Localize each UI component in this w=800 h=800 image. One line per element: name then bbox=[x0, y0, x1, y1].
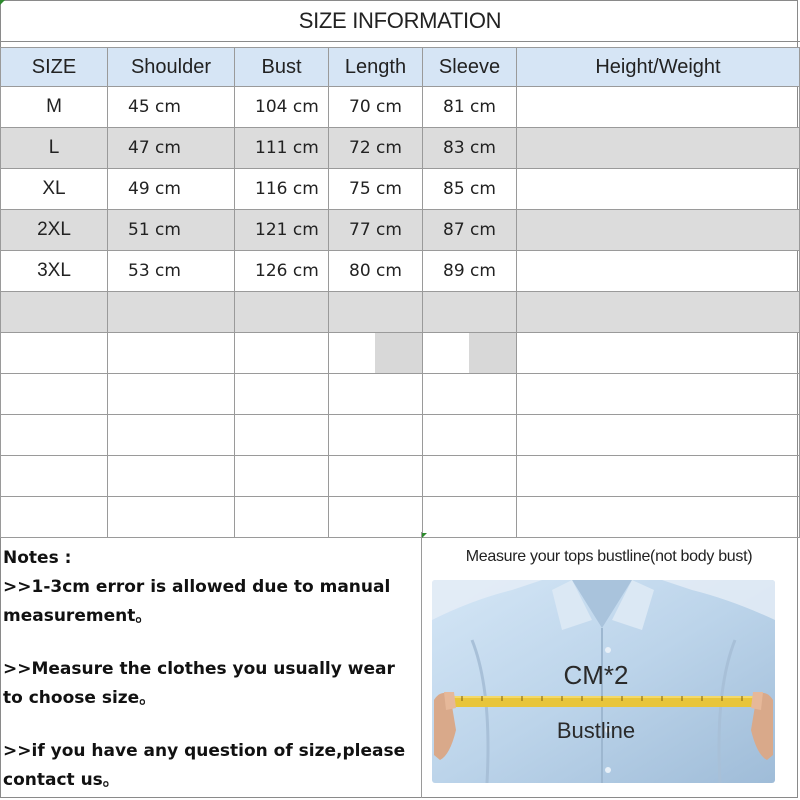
section-divider bbox=[421, 532, 422, 798]
size-cell: L bbox=[1, 128, 108, 169]
length-cell: 70 cm bbox=[329, 87, 423, 128]
bust-cell: 126 cm bbox=[235, 251, 329, 292]
table-row bbox=[1, 128, 800, 169]
height-weight-cell bbox=[517, 128, 800, 169]
notes-section bbox=[0, 532, 420, 798]
header-size: SIZE bbox=[1, 48, 108, 87]
height-weight-cell bbox=[517, 251, 800, 292]
corner-mark bbox=[422, 533, 427, 538]
table-row bbox=[1, 251, 800, 292]
empty-row bbox=[1, 333, 800, 374]
note-item: >>1-3cm error is allowed due to manual measurement。 bbox=[3, 577, 391, 626]
sleeve-cell: 87 cm bbox=[423, 210, 517, 251]
length-cell: 72 cm bbox=[329, 128, 423, 169]
size-cell: M bbox=[1, 87, 108, 128]
measure-caption: Measure your tops bustline(not body bust) bbox=[465, 548, 753, 565]
table-row bbox=[1, 169, 800, 210]
header-sleeve: Sleeve bbox=[423, 48, 517, 87]
shoulder-cell: 49 cm bbox=[108, 169, 235, 210]
height-weight-cell bbox=[517, 210, 800, 251]
note-item: >>if you have any question of size,please contact us。 bbox=[3, 741, 406, 790]
note-item: >>Measure the clothes you usually wear to choose size。 bbox=[3, 659, 395, 708]
table-row bbox=[1, 87, 800, 128]
empty-row bbox=[1, 415, 800, 456]
sleeve-cell: 81 cm bbox=[423, 87, 517, 128]
formula-label: CM*2 bbox=[563, 660, 629, 690]
table-header-row bbox=[1, 48, 800, 87]
length-cell: 77 cm bbox=[329, 210, 423, 251]
bust-cell: 116 cm bbox=[235, 169, 329, 210]
bust-cell: 104 cm bbox=[235, 87, 329, 128]
sleeve-cell: 89 cm bbox=[423, 251, 517, 292]
length-cell: 75 cm bbox=[329, 169, 423, 210]
shoulder-cell: 47 cm bbox=[108, 128, 235, 169]
bust-cell: 121 cm bbox=[235, 210, 329, 251]
empty-row bbox=[1, 456, 800, 497]
shoulder-cell: 53 cm bbox=[108, 251, 235, 292]
height-weight-cell bbox=[517, 169, 800, 210]
size-cell: 2XL bbox=[1, 210, 108, 251]
corner-mark bbox=[0, 0, 5, 5]
notes-heading: Notes : bbox=[3, 548, 72, 568]
empty-row bbox=[1, 292, 800, 333]
page-title: SIZE INFORMATION bbox=[0, 0, 800, 42]
header-bust: Bust bbox=[235, 48, 329, 87]
shaded-cell bbox=[423, 333, 517, 374]
bust-cell: 111 cm bbox=[235, 128, 329, 169]
header-length: Length bbox=[329, 48, 423, 87]
shirt-measure-image bbox=[432, 580, 775, 783]
sleeve-cell: 83 cm bbox=[423, 128, 517, 169]
shaded-cell bbox=[329, 333, 423, 374]
table-row bbox=[1, 210, 800, 251]
header-height-weight: Height/Weight bbox=[517, 48, 800, 87]
sleeve-cell: 85 cm bbox=[423, 169, 517, 210]
height-weight-cell bbox=[517, 87, 800, 128]
shoulder-cell: 51 cm bbox=[108, 210, 235, 251]
header-shoulder: Shoulder bbox=[108, 48, 235, 87]
shoulder-cell: 45 cm bbox=[108, 87, 235, 128]
size-table bbox=[0, 47, 800, 538]
length-cell: 80 cm bbox=[329, 251, 423, 292]
size-cell: 3XL bbox=[1, 251, 108, 292]
bustline-label: Bustline bbox=[556, 718, 636, 743]
size-cell: XL bbox=[1, 169, 108, 210]
empty-row bbox=[1, 374, 800, 415]
